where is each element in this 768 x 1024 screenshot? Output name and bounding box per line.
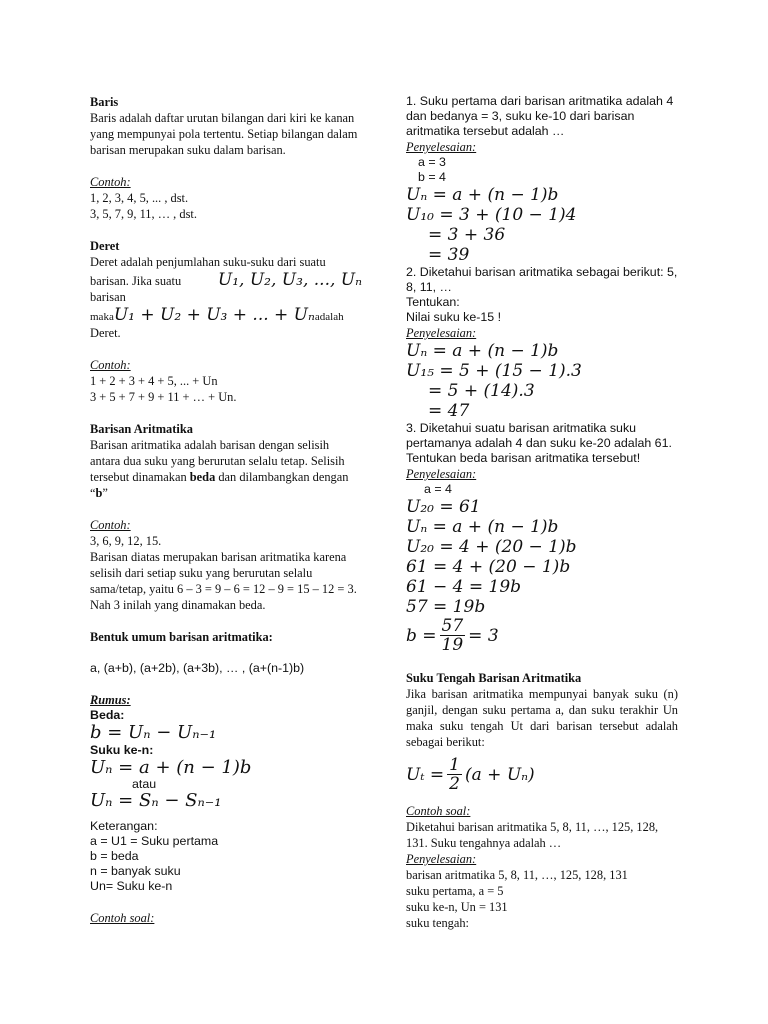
suku-ke-n-formula: Uₙ = a + (n − 1)b	[90, 757, 252, 778]
ba-def-part1: Barisan aritmatika adalah barisan dengan selisih antara dua suku yang berurutan selalu tetap. Selisih tersebut dinamakan	[90, 438, 345, 484]
question-2: 2. Diketahui barisan aritmatika sebagai berikut: 5, 8, 11, …	[406, 265, 678, 294]
deret-maka: maka	[90, 311, 114, 323]
question-1: 1. Suku pertama dari barisan aritmatika adalah 4 dan bedanya = 3, suku ke-10 dari barisan aritmatika tersebut adalah …	[406, 94, 674, 138]
keterangan-item: b = beda	[90, 849, 139, 863]
contoh-label: Contoh:	[90, 175, 131, 189]
atau-label: atau	[132, 777, 157, 791]
penyelesaian-label: Penyelesaian:	[406, 467, 477, 481]
st-contoh-soal-label: Contoh soal:	[406, 804, 471, 818]
q2-math-1: Uₙ = a + (n − 1)b	[406, 341, 559, 361]
bentuk-umum-formula: a, (a+b), (a+2b), (a+3b), … , (a+(n-1)b)	[90, 661, 305, 675]
q3-math-3: U₂₀ = 4 + (20 − 1)b	[406, 537, 577, 557]
q3-fraction	[440, 617, 466, 654]
keterangan-title: Keterangan:	[90, 819, 158, 833]
st-frac-den: 2	[449, 774, 460, 794]
q2-tentukan: Tentukan:	[406, 295, 460, 309]
q2-math-4: = 47	[428, 401, 470, 421]
deret-title: Deret	[90, 239, 120, 253]
deret-def-line1: Deret adalah penjumlahan suku-suku dari suatu	[90, 255, 326, 269]
q3-frac-den: 19	[441, 635, 464, 655]
deret-example-1: 1 + 2 + 3 + 4 + 5, ... + Un	[90, 374, 218, 388]
baris-example-2: 3, 5, 7, 9, 11, … , dst.	[90, 207, 197, 221]
suku-tengah-formula	[406, 756, 678, 793]
suku-ke-n-label: Suku ke-n:	[90, 743, 154, 757]
deret-example-2: 3 + 5 + 7 + 9 + 11 + … + Un.	[90, 390, 237, 404]
q1-math-3: = 3 + 36	[428, 225, 506, 245]
suku-tengah-title: Suku Tengah Barisan Aritmatika	[406, 671, 582, 685]
q3-math-fraction-line	[406, 617, 678, 654]
st-frac-num: 1	[449, 755, 460, 775]
st-penyelesaian-label: Penyelesaian:	[406, 852, 477, 866]
beda-formula: b = Uₙ − Uₙ₋₁	[90, 722, 217, 743]
q3-a: a = 4	[424, 482, 452, 496]
barisan-aritmatika-example: 3, 6, 9, 12, 15.	[90, 534, 162, 548]
ba-def-part2: dan dilambangkan dengan “	[90, 470, 349, 500]
penyelesaian-label: Penyelesaian:	[406, 140, 477, 154]
q1-math-4: = 39	[428, 245, 470, 265]
ba-def-beda: beda	[189, 470, 216, 484]
q3-frac-rhs: = 3	[468, 625, 499, 646]
q3-math-2: Uₙ = a + (n − 1)b	[406, 517, 559, 537]
deret-sum-formula: U₁ + U₂ + U₃ + ... + Uₙ	[113, 305, 315, 325]
keterangan-item: n = banyak suku	[90, 864, 181, 878]
q3-frac-num: 57	[441, 616, 464, 636]
baris-definition: Baris adalah daftar urutan bilangan dari kiri ke kanan yang mempunyai pola tertentu. Setiap bilangan dalam barisan merupakan suku dalam barisan.	[90, 111, 358, 157]
bentuk-umum-title: Bentuk umum barisan aritmatika:	[90, 630, 273, 644]
suku-ke-n-formula-alt: Uₙ = Sₙ − Sₙ₋₁	[90, 790, 222, 811]
ba-def-part3: ”	[102, 486, 108, 500]
q1-math-2: U₁₀ = 3 + (10 − 1)4	[406, 205, 577, 225]
penyelesaian-label: Penyelesaian:	[406, 326, 477, 340]
q3-math-5: 61 − 4 = 19b	[406, 577, 522, 597]
st-line-4: suku tengah:	[406, 916, 469, 930]
q3-math-6: 57 = 19b	[406, 597, 486, 617]
st-line-1: barisan aritmatika 5, 8, 11, …, 125, 128, 131	[406, 868, 628, 882]
q3-tentukan: Tentukan beda barisan aritmatika tersebut!	[406, 451, 641, 465]
q2-math-3: = 5 + (14).3	[428, 381, 535, 401]
contoh-label: Contoh:	[90, 518, 131, 532]
suku-tengah-definition: Jika barisan aritmatika mempunyai banyak suku (n) ganjil, dengan suku pertama a, dan suku terakhir Un maka suku tengah Ut dari barisan tersebut adalah sebagai berikut:	[406, 687, 678, 749]
contoh-label: Contoh:	[90, 358, 131, 372]
baris-title: Baris	[90, 95, 119, 109]
st-line-2: suku pertama, a = 5	[406, 884, 504, 898]
barisan-aritmatika-explanation: Barisan diatas merupakan barisan aritmatika karena selisih dari setiap suku yang berurutan selalu sama/tetap, yaitu 6 – 3 = 9 – 6 = 12 – 9 = 15 – 12 = 3. Nah 3 inilah yang dinamakan beda.	[90, 550, 357, 612]
barisan-aritmatika-definition	[90, 437, 362, 501]
question-3: 3. Diketahui suatu barisan aritmatika suku pertamanya adalah 4 dan suku ke-20 adalah 61.	[406, 421, 672, 450]
deret-adalah: adalah	[314, 311, 344, 323]
st-rhs: (a + Uₙ)	[465, 764, 535, 785]
right-column	[406, 94, 678, 931]
q3-math-4: 61 = 4 + (20 − 1)b	[406, 557, 571, 577]
q1-a: a = 3	[418, 155, 446, 169]
st-soal: Diketahui barisan aritmatika 5, 8, 11, …, 125, 128, 131. Suku tengahnya adalah …	[406, 820, 659, 850]
st-lhs: Uₜ =	[406, 764, 445, 785]
contoh-soal-label: Contoh soal:	[90, 911, 155, 925]
q2-nilai: Nilai suku ke-15 !	[406, 310, 502, 324]
baris-example-1: 1, 2, 3, 4, 5, ... , dst.	[90, 191, 189, 205]
deret-sequence-formula: U₁, U₂, U₃, ..., Uₙ	[217, 270, 362, 290]
q3-math-1: U₂₀ = 61	[406, 497, 481, 517]
deret-word: Deret.	[90, 326, 121, 340]
rumus-label: Rumus:	[90, 693, 131, 707]
q1-math-1: Uₙ = a + (n − 1)b	[406, 185, 559, 205]
keterangan-item: a = U1 = Suku pertama	[90, 834, 219, 848]
st-line-3: suku ke-n, Un = 131	[406, 900, 508, 914]
ba-def-b: b	[95, 486, 103, 500]
keterangan-item: Un= Suku ke-n	[90, 879, 173, 893]
deret-def-line2: barisan. Jika suatu barisan	[90, 274, 182, 304]
q2-math-2: U₁₅ = 5 + (15 − 1).3	[406, 361, 582, 381]
q1-b: b = 4	[418, 170, 446, 184]
barisan-aritmatika-title: Barisan Aritmatika	[90, 422, 193, 436]
left-column	[90, 94, 362, 926]
beda-label: Beda:	[90, 708, 125, 722]
st-fraction	[447, 756, 462, 793]
q3-frac-lhs: b =	[406, 625, 437, 646]
